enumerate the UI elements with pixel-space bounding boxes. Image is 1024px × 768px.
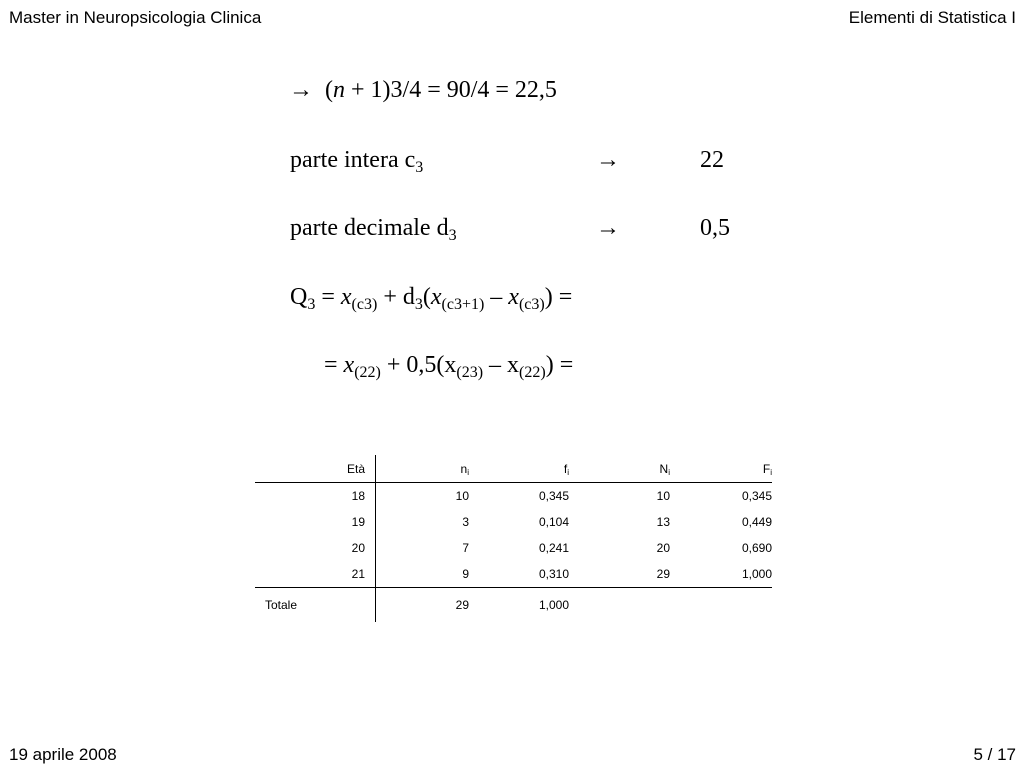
formula-decimal-part-label: parte decimale $d_3$ — [290, 215, 457, 244]
formula-integer-part-label: parte intera $c_3$ — [290, 147, 424, 176]
table-row: 21 9 0,310 29 1,000 — [255, 561, 772, 588]
col-header-ni: $n_i$ — [376, 455, 470, 483]
table-row: 19 3 0,104 13 0,449 — [255, 509, 772, 535]
right-arrow-icon: → — [289, 77, 313, 103]
formula-q3-definition: $Q_3 = x_{(c3)} + d_3(x_{(c3+1)} - x_{(c3)})$ = — [290, 284, 573, 313]
col-header-Fi: $F_i$ — [670, 455, 772, 483]
table-total-row: Totale 29 1,000 — [255, 588, 772, 623]
integer-part-value: 22 — [700, 147, 724, 173]
frequency-table — [255, 455, 772, 622]
table-row: 20 7 0,241 20 0,690 — [255, 535, 772, 561]
col-header-fi: $f_i$ — [469, 455, 569, 483]
right-arrow-icon: → — [596, 215, 620, 241]
footer-page-number: 5 / 17 — [973, 745, 1016, 764]
table-header-row — [255, 455, 772, 483]
decimal-part-value: 0,5 — [700, 215, 730, 241]
footer-date: 19 aprile 2008 — [9, 745, 117, 764]
formula-quartile-position: → (n + 1)3/4 = 90/4 = 22,5 — [289, 77, 557, 103]
table-row: 18 10 0,345 10 0,345 — [255, 483, 772, 510]
right-arrow-icon: → — [596, 147, 620, 173]
formula-q3-substitution: = $x_{(22)} + 0,5(x_{(23)} - x_{(22)})$ = — [324, 352, 574, 381]
col-header-Ni: $N_i$ — [569, 455, 670, 483]
header-course-title: Master in Neuropsicologia Clinica — [9, 8, 262, 27]
header-section-title: Elementi di Statistica I — [848, 8, 1016, 27]
col-header-eta: Età — [255, 455, 376, 483]
